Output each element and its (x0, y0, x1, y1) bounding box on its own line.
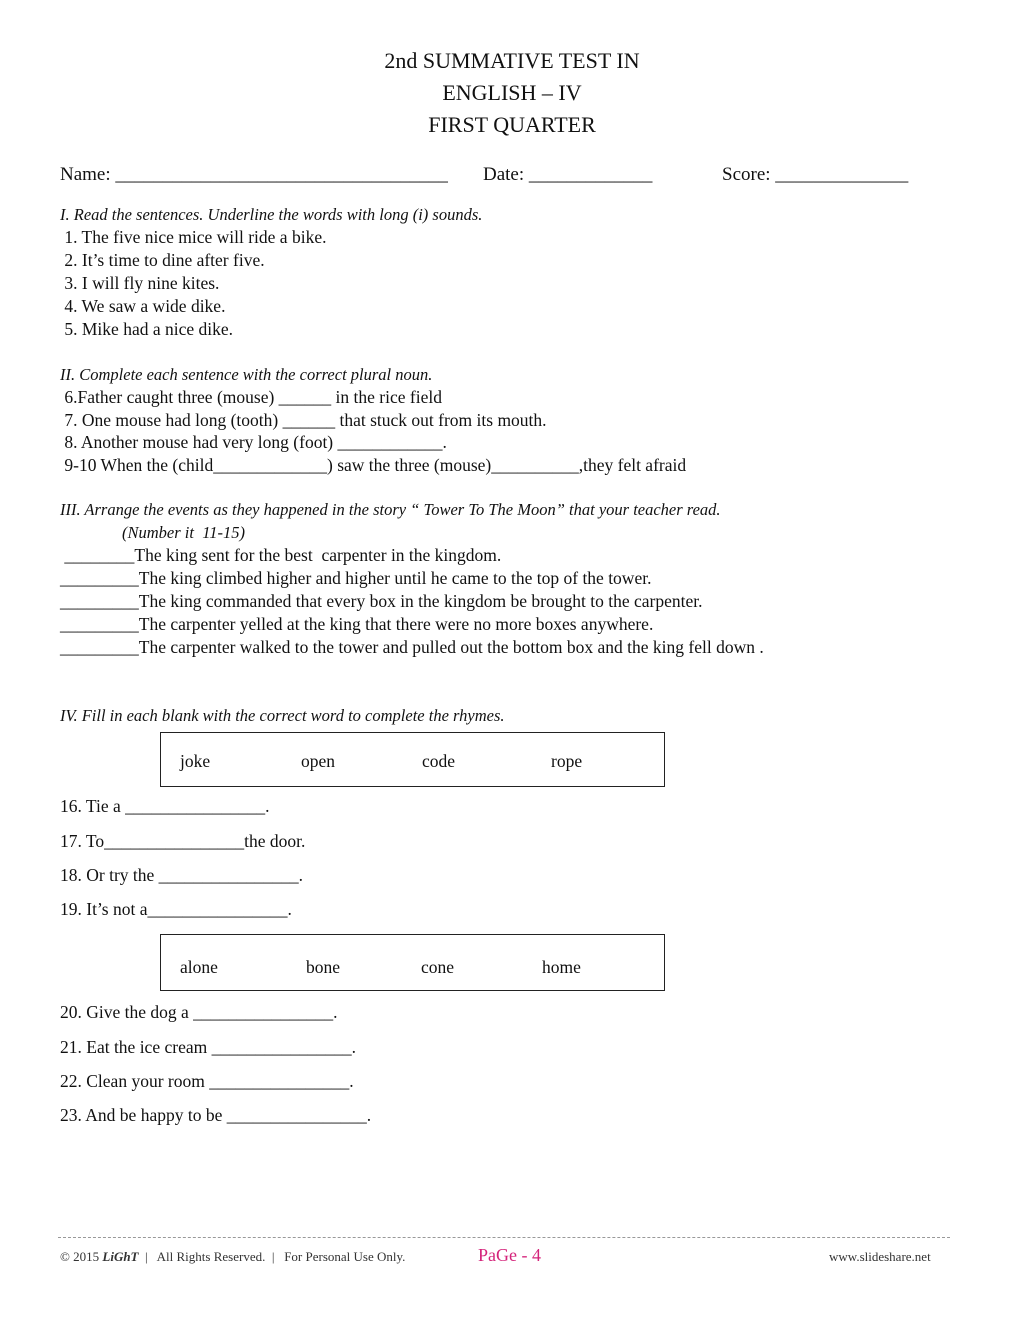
part3-instruction: III. Arrange the events as they happened in the story “ Tower To The Moon” that your teacher read. (60, 500, 721, 519)
test-title: 2nd SUMMATIVE TEST IN (384, 48, 640, 73)
score-field: Score: ______________ (722, 164, 909, 185)
rhyme-item: 20. Give the dog a ________________. (60, 1002, 338, 1022)
rhyme-item: 16. Tie a ________________. (60, 796, 270, 816)
word-choice: bone (306, 957, 341, 977)
rhyme-item: 23. And be happy to be ________________. (60, 1105, 372, 1125)
date-field: Date: _____________ (483, 164, 653, 185)
rhyme-item: 21. Eat the ice cream ________________. (60, 1037, 356, 1057)
word-choice: rope (551, 751, 583, 771)
part3-item: _________The carpenter walked to the tower and pulled out the bottom box and the king fell down . (60, 637, 764, 657)
part3-item: _________The king commanded that every box in the kingdom be brought to the carpenter. (60, 591, 703, 611)
part3-item: ________The king sent for the best carpenter in the kingdom. (60, 545, 502, 565)
quarter-title: FIRST QUARTER (428, 112, 596, 137)
word-choice: joke (180, 751, 211, 771)
part2-instruction: II. Complete each sentence with the correct plural noun. (60, 365, 433, 384)
part3-subnote: (Number it 11-15) (122, 523, 245, 542)
part4-instruction: IV. Fill in each blank with the correct word to complete the rhymes. (60, 706, 505, 725)
rhyme-item: 22. Clean your room ________________. (60, 1071, 354, 1091)
word-choice: open (301, 751, 336, 771)
part2-item: 6.Father caught three (mouse) ______ in the rice field (60, 387, 442, 407)
name-field: Name: ___________________________________ (60, 164, 448, 185)
word-choice: cone (421, 957, 455, 977)
part1-item: 3. I will fly nine kites. (60, 273, 220, 293)
part1-item: 4. We saw a wide dike. (60, 296, 226, 316)
part2-item: 7. One mouse had long (tooth) ______ that stuck out from its mouth. (60, 410, 547, 430)
footer-brand: LiGhT (102, 1249, 139, 1264)
word-box-2 (160, 934, 665, 991)
word-choice: code (422, 751, 456, 771)
part2-item: 8. Another mouse had very long (foot) ____________. (60, 432, 447, 452)
part1-item: 1. The five nice mice will ride a bike. (60, 227, 327, 247)
page-number: PaGe - 4 (478, 1245, 541, 1265)
word-choice: home (542, 957, 581, 977)
footer-rights: | All Rights Reserved. | For Personal Use Only. (145, 1249, 406, 1264)
rhyme-item: 18. Or try the ________________. (60, 865, 304, 885)
subject-title: ENGLISH – IV (442, 80, 582, 105)
part3-item: _________The king climbed higher and higher until he came to the top of the tower. (60, 568, 652, 588)
part1-instruction: I. Read the sentences. Underline the words with long (i) sounds. (60, 205, 483, 224)
footer-divider (58, 1237, 950, 1238)
part3-item: _________The carpenter yelled at the king that there were no more boxes anywhere. (60, 614, 654, 634)
part1-item: 2. It’s time to dine after five. (60, 250, 265, 270)
footer-copyright (60, 1249, 405, 1265)
word-box-1 (160, 732, 665, 787)
rhyme-item: 19. It’s not a________________. (60, 899, 292, 919)
copyright-icon: © (60, 1249, 70, 1264)
part2-item: 9-10 When the (child_____________) saw the three (mouse)__________,they felt afraid (60, 455, 687, 475)
footer-year: 2015 (73, 1249, 100, 1264)
footer-site: www.slideshare.net (829, 1249, 931, 1264)
part1-item: 5. Mike had a nice dike. (60, 319, 234, 339)
rhyme-item: 17. To________________the door. (60, 831, 306, 851)
word-choice: alone (180, 957, 218, 977)
